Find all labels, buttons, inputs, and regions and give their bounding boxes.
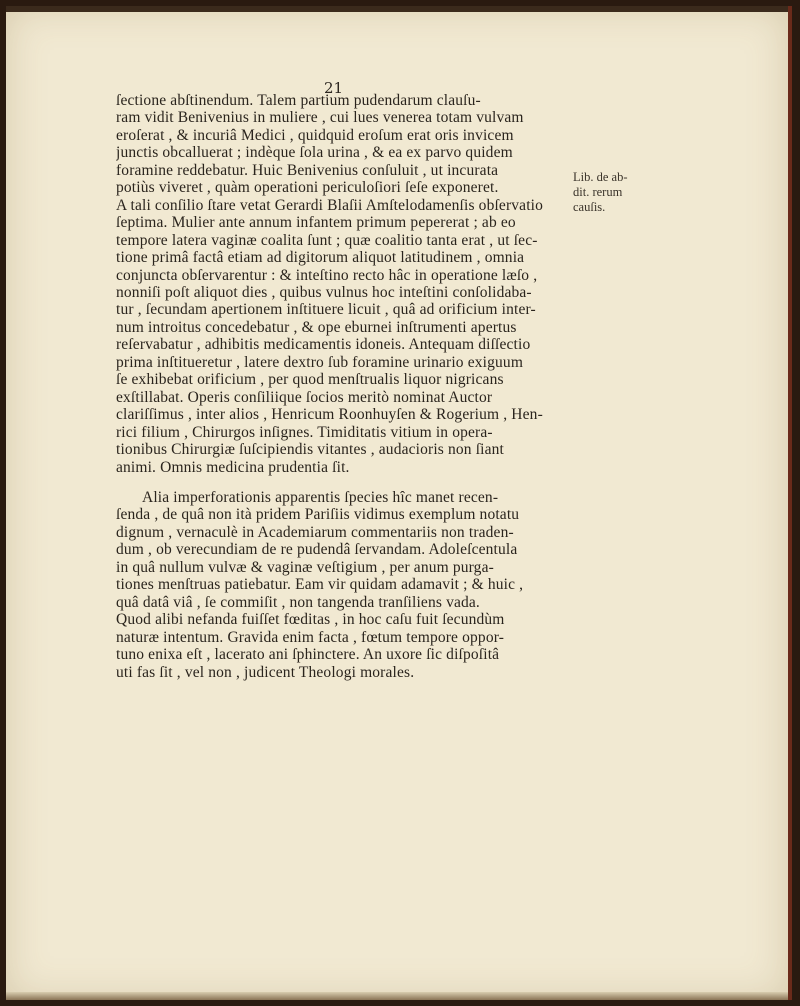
margin-note-line: cauſis.: [573, 200, 606, 214]
text-line: tempore latera vaginæ coalita ſunt ; quæ coalitio tanta erat , ut ſec-: [116, 231, 538, 249]
margin-note-line: dit. rerum: [573, 185, 623, 199]
text-line: ſectione abſtinendum. Talem partium pudendarum clauſu-: [116, 92, 481, 109]
margin-note-line: Lib. de ab-: [573, 170, 628, 184]
text-line: potiùs viveret , quàm operationi periculoſiori ſeſe exponeret.: [116, 179, 499, 197]
text-line: ſenda , de quâ non ità pridem Pariſiis vidimus exemplum notatu: [116, 506, 520, 524]
text-line: rici filium , Chirurgos inſignes. Timiditatis vitium in opera-: [116, 423, 493, 441]
text-line: tione primâ factâ etiam ad digitorum aliquot latitudinem , omnia: [116, 249, 525, 267]
text-line: clariſſimus , inter alios , Henricum Roonhuyſen & Rogerium , Hen-: [116, 406, 543, 424]
text-line: exſtillabat. Operis conſiliique ſocios meritò nominat Auctor: [116, 388, 493, 406]
text-line: prima inſtitueretur , latere dextro ſub foramine urinario exiguum: [116, 353, 524, 371]
text-line: uti fas ſit , vel non , judicent Theologi morales.: [116, 663, 415, 681]
text-line: ſe exhibebat orificium , per quod menſtrualis liquor nigricans: [116, 371, 504, 389]
text-line: ſeptima. Mulier ante annum infantem primum pepererat ; ab eo: [116, 214, 516, 232]
text-line: nonniſi poſt aliquot dies , quibus vulnus hoc inteſtini conſolidaba-: [116, 283, 532, 301]
page-bottom-edge: [6, 992, 788, 1000]
text-line: eroſerat , & incuriâ Medici , quidquid eroſum erat oris invicem: [116, 126, 514, 144]
text-line: junctis obcalluerat ; indèque ſola urina , & ea ex parvo quidem: [116, 144, 513, 162]
text-line: foramine reddebatur. Huic Benivenius conſuluit , ut incurata: [116, 161, 499, 179]
text-line: Quod alibi nefanda fuiſſet fœditas , in hoc caſu fuit ſecundùm: [116, 611, 505, 629]
text-line: tur , ſecundam apertionem inſtituere licuit , quâ ad orificium inter-: [116, 301, 536, 319]
text-line: animi. Omnis medicina prudentia ſit.: [116, 458, 350, 476]
text-line: dum , ob verecundiam de re pudendâ ſervandam. Adoleſcentula: [116, 541, 518, 559]
text-line: tionibus Chirurgiæ ſuſcipiendis vitantes , audacioris non ſiant: [116, 441, 505, 459]
text-line: A tali conſilio ſtare vetat Gerardi Blaſii Amſtelodamenſis obſervatio: [116, 196, 544, 214]
text-line: Alia imperforationis apparentis ſpecies hîc manet recen-: [142, 488, 499, 506]
paragraph-gap: [116, 476, 568, 489]
page-top-edge: [6, 6, 788, 12]
text-line: in quâ nullum vulvæ & vaginæ veſtigium , per anum purga-: [116, 558, 494, 576]
page-number: 21: [324, 79, 344, 97]
body-text: [116, 92, 568, 681]
text-line: dignum , vernaculè in Academiarum commentariis non traden-: [116, 523, 514, 541]
text-line: ram vidit Benivenius in muliere , cui lues venerea totam vulvam: [116, 109, 524, 127]
margin-note: [573, 170, 643, 215]
text-line: naturæ intentum. Gravida enim facta , fœtum tempore oppor-: [116, 628, 505, 646]
text-line: tuno enixa eſt , lacerato ani ſphinctere. An uxore ſic diſpoſitâ: [116, 646, 500, 664]
text-line: quâ datâ viâ , ſe commiſit , non tangenda tranſiliens vada.: [116, 593, 480, 611]
text-line: tiones menſtruas patiebatur. Eam vir quidam adamavit ; & huic ,: [116, 576, 524, 594]
text-line: reſervabatur , adhibitis medicamentis idoneis. Antequam diſſectio: [116, 336, 531, 354]
text-line: num introitus concedebatur , & ope eburnei inſtrumenti apertus: [116, 318, 517, 336]
text-line: conjuncta obſervarentur : & inteſtino recto hâc in operatione læſo ,: [116, 266, 538, 284]
book-page: [6, 6, 792, 1000]
